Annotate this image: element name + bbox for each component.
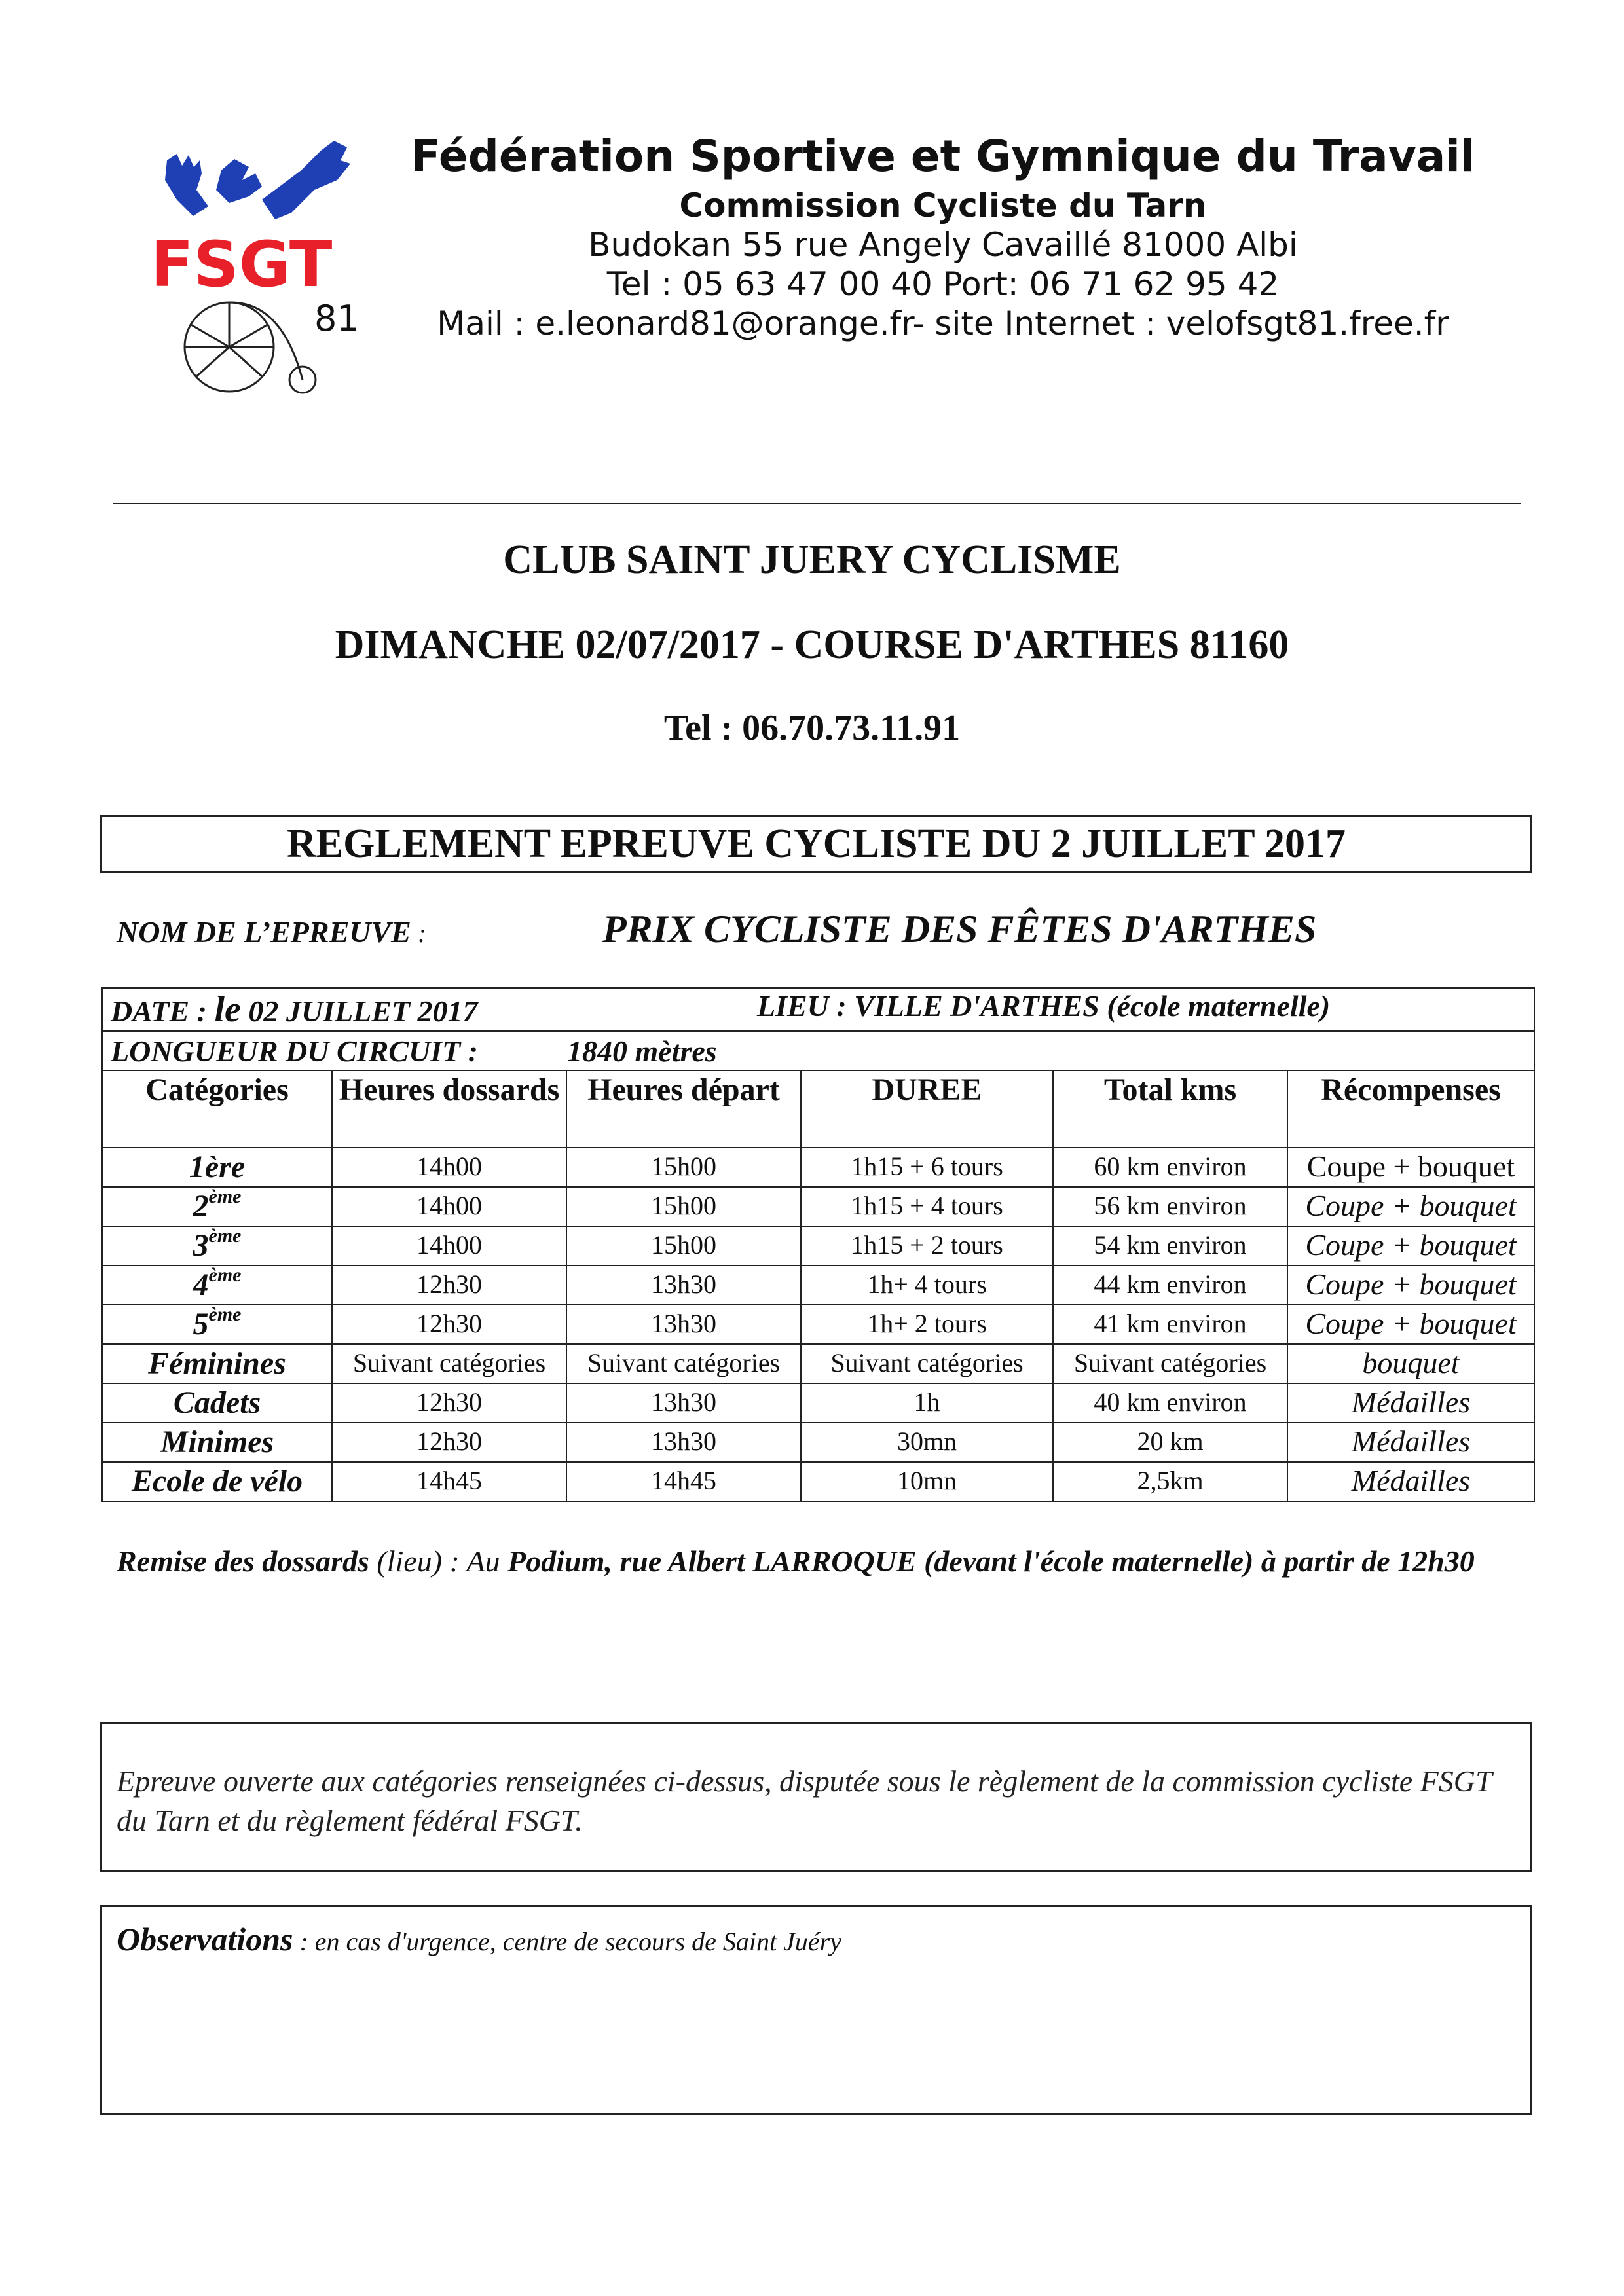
heures-depart-cell: 14h45 — [566, 1462, 801, 1501]
category-name: 1ère — [189, 1150, 246, 1184]
table-row — [102, 1266, 1534, 1305]
lieu-value: LIEU : VILLE D'ARTHES (école maternelle) — [757, 989, 1331, 1023]
header-heures-depart: Heures départ — [566, 1070, 801, 1148]
logo-number: 81 — [314, 298, 360, 339]
observations-box — [100, 1905, 1532, 2115]
longueur-value: 1840 mètres — [567, 1034, 717, 1068]
duree-cell: 1h+ 2 tours — [801, 1305, 1053, 1344]
category-cell — [102, 1305, 332, 1344]
heures-depart-cell: 13h30 — [566, 1423, 801, 1462]
remise-location: Podium, rue Albert LARROQUE (devant l'école maternelle) à partir de 12h30 — [507, 1544, 1475, 1578]
duree-cell: 1h — [801, 1383, 1053, 1423]
reglement-title: REGLEMENT EPREUVE CYCLISTE DU 2 JUILLET 2017 — [100, 815, 1532, 873]
duree-cell: 1h15 + 6 tours — [801, 1148, 1053, 1187]
recompense-cell: Médailles — [1287, 1423, 1534, 1462]
header-divider — [113, 503, 1521, 504]
recompense-cell: Coupe + bouquet — [1287, 1226, 1534, 1266]
category-ordinal-suffix: ème — [208, 1186, 242, 1207]
date-le: le — [214, 989, 241, 1030]
category-cell — [102, 1226, 332, 1266]
duree-cell: 1h+ 4 tours — [801, 1266, 1053, 1305]
category-name: 2 — [193, 1189, 209, 1224]
recompense-cell: Coupe + bouquet — [1287, 1266, 1534, 1305]
heures-dossards-cell: 12h30 — [332, 1266, 566, 1305]
penny-farthing-icon — [185, 302, 316, 393]
category-name: Ecole de vélo — [131, 1464, 303, 1499]
date-row — [102, 988, 1534, 1031]
heures-depart-cell: 15h00 — [566, 1187, 801, 1226]
remise-label: Remise des dossards — [117, 1544, 369, 1578]
total-kms-cell: 60 km environ — [1053, 1148, 1287, 1187]
header-duree: DUREE — [801, 1070, 1053, 1148]
event-name-label-text: NOM DE L’EPREUVE — [117, 915, 411, 949]
observations-line — [117, 1920, 841, 1958]
duree-cell: 10mn — [801, 1462, 1053, 1501]
category-cell — [102, 1462, 332, 1501]
recompense-cell: Coupe + bouquet — [1287, 1305, 1534, 1344]
date-lieu-cell — [102, 988, 1534, 1031]
heures-depart-cell: 15h00 — [566, 1226, 801, 1266]
raised-hands-icon — [165, 141, 350, 219]
date-label: DATE : — [111, 994, 215, 1028]
longueur-cell — [102, 1031, 1534, 1070]
event-phone: Tel : 06.70.73.11.91 — [663, 708, 961, 748]
category-cell — [102, 1423, 332, 1462]
category-cell — [102, 1344, 332, 1383]
federation-address: Budokan 55 rue Angely Cavaillé 81000 Albi — [588, 226, 1298, 264]
heures-dossards-cell: 14h00 — [332, 1148, 566, 1187]
federation-contact: Mail : e.leonard81@orange.fr- site Internet : velofsgt81.free.fr — [437, 304, 1449, 342]
category-cell — [102, 1148, 332, 1187]
header-heures-dossards: Heures dossards — [332, 1070, 566, 1148]
table-row — [102, 1423, 1534, 1462]
table-row — [102, 1226, 1534, 1266]
recompense-cell: Médailles — [1287, 1383, 1534, 1423]
recompense-cell: Médailles — [1287, 1462, 1534, 1501]
race-table — [101, 987, 1535, 1502]
club-name: CLUB SAINT JUERY CYCLISME — [503, 538, 1121, 582]
longueur-label: LONGUEUR DU CIRCUIT : — [111, 1034, 478, 1068]
recompense-cell: Coupe + bouquet — [1287, 1187, 1534, 1226]
table-row — [102, 1383, 1534, 1423]
header-recompenses: Récompenses — [1287, 1070, 1534, 1148]
logo-text: FSGT — [151, 228, 333, 301]
total-kms-cell: 40 km environ — [1053, 1383, 1287, 1423]
heures-dossards-cell: 12h30 — [332, 1383, 566, 1423]
longueur-row — [102, 1031, 1534, 1070]
table-row — [102, 1462, 1534, 1501]
fsgt-logo — [151, 134, 367, 396]
event-name-value: PRIX CYCLISTE DES FÊTES D'ARTHES — [602, 907, 1317, 951]
table-row — [102, 1344, 1534, 1383]
remise-dossards — [117, 1542, 1531, 1581]
duree-cell: 1h15 + 4 tours — [801, 1187, 1053, 1226]
rules-text: Epreuve ouverte aux catégories renseignées ci-dessus, disputée sous le règlement de la commission cycliste FSGT du Tarn et du règlement fédéral FSGT. — [117, 1764, 1492, 1837]
category-cell — [102, 1187, 332, 1226]
date-value: 02 JUILLET 2017 — [240, 994, 478, 1028]
category-name: 3 — [193, 1228, 209, 1263]
heures-depart-cell: Suivant catégories — [566, 1344, 801, 1383]
category-name: Cadets — [173, 1385, 261, 1420]
heures-depart-cell: 15h00 — [566, 1148, 801, 1187]
category-cell — [102, 1266, 332, 1305]
category-name: Minimes — [160, 1425, 274, 1459]
duree-cell: Suivant catégories — [801, 1344, 1053, 1383]
category-name: 5 — [193, 1307, 209, 1341]
category-name: Féminines — [148, 1346, 286, 1381]
rules-box — [100, 1722, 1532, 1872]
table-row — [102, 1305, 1534, 1344]
duree-cell: 30mn — [801, 1423, 1053, 1462]
table-row — [102, 1187, 1534, 1226]
race-rows — [102, 1148, 1534, 1501]
recompense-cell: Coupe + bouquet — [1287, 1148, 1534, 1187]
total-kms-cell: 54 km environ — [1053, 1226, 1287, 1266]
federation-title: Fédération Sportive et Gymnique du Travail — [411, 131, 1475, 181]
heures-dossards-cell: Suivant catégories — [332, 1344, 566, 1383]
heures-dossards-cell: 14h45 — [332, 1462, 566, 1501]
total-kms-cell: 2,5km — [1053, 1462, 1287, 1501]
total-kms-cell: 20 km — [1053, 1423, 1287, 1462]
heures-depart-cell: 13h30 — [566, 1305, 801, 1344]
header-categories: Catégories — [102, 1070, 332, 1148]
event-name-label — [117, 915, 426, 949]
remise-lieu: (lieu) : Au — [369, 1544, 508, 1578]
category-ordinal-suffix: ème — [208, 1264, 242, 1286]
category-ordinal-suffix: ème — [208, 1303, 242, 1325]
commission-name: Commission Cycliste du Tarn — [679, 187, 1207, 225]
category-cell — [102, 1383, 332, 1423]
recompense-cell: bouquet — [1287, 1344, 1534, 1383]
category-ordinal-suffix: ème — [208, 1225, 242, 1247]
heures-dossards-cell: 14h00 — [332, 1187, 566, 1226]
observations-text: : en cas d'urgence, centre de secours de Saint Juéry — [293, 1927, 841, 1956]
category-name: 4 — [193, 1267, 209, 1302]
heures-depart-cell: 13h30 — [566, 1266, 801, 1305]
observations-label: Observations — [117, 1921, 293, 1958]
heures-depart-cell: 13h30 — [566, 1383, 801, 1423]
table-header-row — [102, 1070, 1534, 1148]
total-kms-cell: Suivant catégories — [1053, 1344, 1287, 1383]
event-name-label-colon: : — [411, 919, 427, 948]
heures-dossards-cell: 14h00 — [332, 1226, 566, 1266]
table-row — [102, 1148, 1534, 1187]
total-kms-cell: 41 km environ — [1053, 1305, 1287, 1344]
header-total-kms: Total kms — [1053, 1070, 1287, 1148]
duree-cell: 1h15 + 2 tours — [801, 1226, 1053, 1266]
heures-dossards-cell: 12h30 — [332, 1423, 566, 1462]
heures-dossards-cell: 12h30 — [332, 1305, 566, 1344]
total-kms-cell: 44 km environ — [1053, 1266, 1287, 1305]
event-date-title: DIMANCHE 02/07/2017 - COURSE D'ARTHES 81160 — [335, 623, 1289, 667]
total-kms-cell: 56 km environ — [1053, 1187, 1287, 1226]
federation-phone: Tel : 05 63 47 00 40 Port: 06 71 62 95 42 — [606, 265, 1280, 303]
